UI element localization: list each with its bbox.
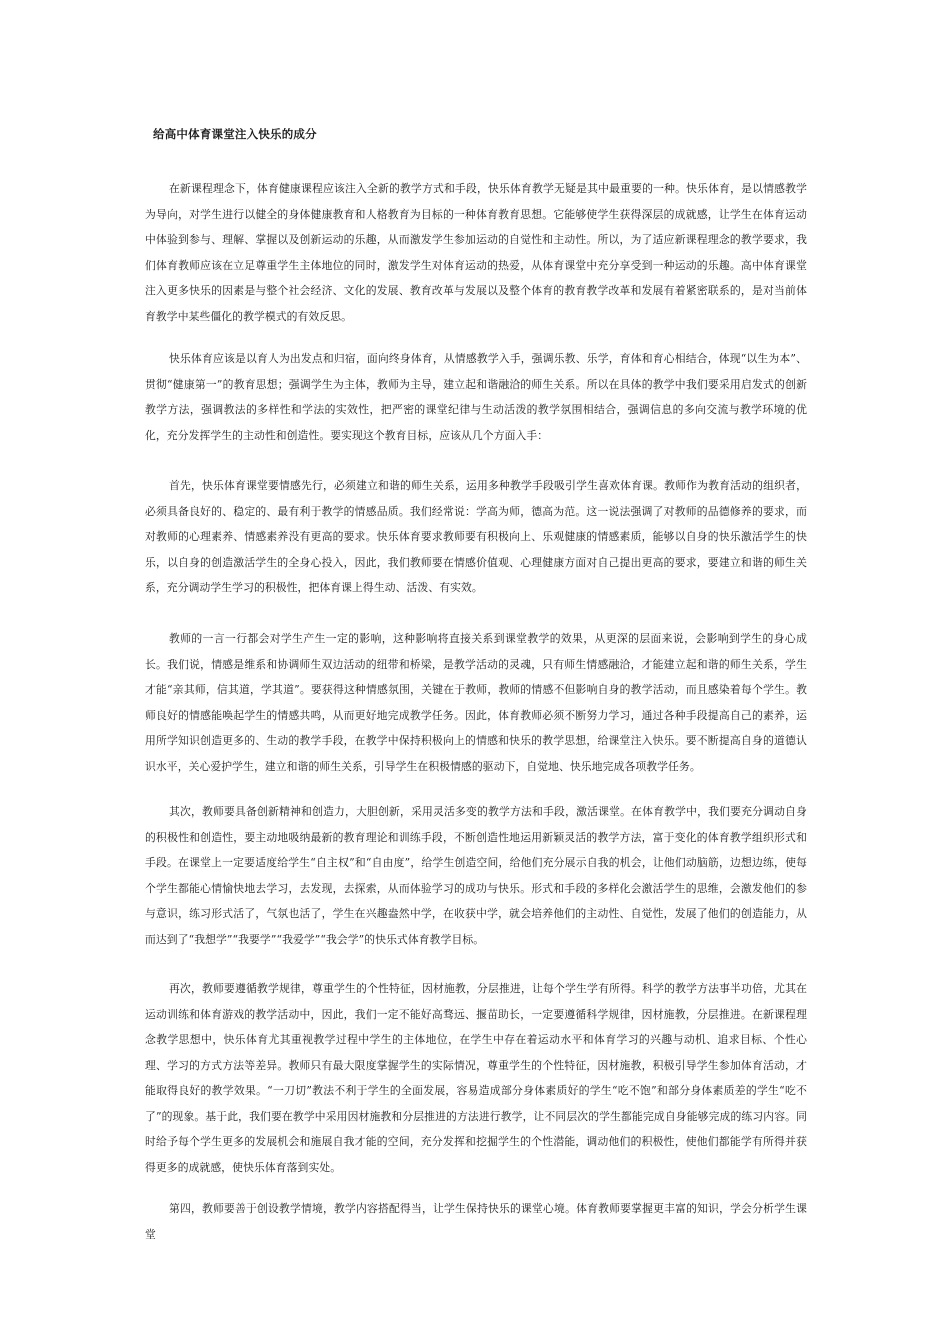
paragraph-6: 再次，教师要遵循教学规律，尊重学生的个性特征，因材施教，分层推进，让每个学生学有所得。科学的教学方法事半功倍，尤其在运动训练和体育游戏的教学活动中，因此，我们一定不能好高骛远、揠苗助长，一定要遵循科学规律，因材施教，分层推进。在新课程理念教学思想中，快乐体育尤其重视教学过程中学生的主体地位，在学生中存在着运动水平和体育学习的兴趣与动机、追求目标、个性心理、学习的方式方法等差异。教师只有最大限度掌握学生的实际情况，尊重学生的个性特征，因材施教，积极引导学生参加体育活动，才能取得良好的教学效果。“一刀切”教法不利于学生的全面发展，容易造成部分身体素质好的学生“吃不饱”和部分身体素质差的学生“吃不了”的现象。基于此，我们要在教学中采用因材施教和分层推进的方法进行教学，让不同层次的学生都能完成自身能够完成的练习内容。同时给予每个学生更多的发展机会和施展自我才能的空间，充分发挥和挖掘学生的个性潜能，调动他们的积极性，使他们都能学有所得并获得更多的成就感，使快乐体育落到实处。 bbox=[145, 982, 807, 1174]
document-title: 给高中体育课堂注入快乐的成分 bbox=[153, 127, 317, 141]
paragraph-7: 第四，教师要善于创设教学情境，教学内容搭配得当，让学生保持快乐的课堂心境。体育教师要掌握更丰富的知识，学会分析学生课堂 bbox=[145, 1202, 807, 1241]
paragraph-1: 在新课程理念下，体育健康课程应该注入全新的教学方式和手段，快乐体育教学无疑是其中最重要的一种。快乐体育，是以情感教学为导向，对学生进行以健全的身体健康教育和人格教育为目标的一种体育教育思想。它能够使学生获得深层的成就感，让学生在体育运动中体验到参与、理解、掌握以及创新运动的乐趣，从而激发学生参加运动的自觉性和主动性。所以，为了适应新课程理念的教学要求，我们体育教师应该在立足尊重学生主体地位的同时，激发学生对体育运动的热爱，从体育课堂中充分享受到一种运动的乐趣。高中体育课堂注入更多快乐的因素是与整个社会经济、文化的发展、教育改革与发展以及整个体育的教育教学改革和发展有着紧密联系的，是对当前体育教学中某些僵化的教学模式的有效反思。 bbox=[145, 182, 807, 323]
paragraph-4: 教师的一言一行都会对学生产生一定的影响，这种影响将直接关系到课堂教学的效果，从更深的层面来说，会影响到学生的身心成长。我们说，情感是维系和协调师生双边活动的纽带和桥梁，是教学活动的灵魂，只有师生情感融洽，才能建立起和谐的师生关系，学生才能“亲其师，信其道，学其道”。要获得这种情感氛围，关键在于教师，教师的情感不但影响自身的教学活动，而且感染着每个学生。教师良好的情感能唤起学生的情感共鸣，从而更好地完成教学任务。因此，体育教师必须不断努力学习，通过各种手段提高自己的素养，运用所学知识创造更多的、生动的教学手段，在教学中保持积极向上的情感和快乐的教学思想，给课堂注入快乐。要不断提高自身的道德认识水平，关心爱护学生，建立和谐的师生关系，引导学生在积极情感的驱动下，自觉地、快乐地完成各项教学任务。 bbox=[145, 632, 807, 773]
paragraph-3: 首先，快乐体育课堂要情感先行，必须建立和谐的师生关系，运用多种教学手段吸引学生喜欢体育课。教师作为教育活动的组织者，必须具备良好的、稳定的、最有利于教学的情感品质。我们经常说：学高为师，德高为范。这一说法强调了对教师的品德修养的要求，而对教师的心理素养、情感素养没有更高的要求。快乐体育要求教师要有积极向上、乐观健康的情感素质，能够以自身的快乐激活学生的快乐，以自身的创造激活学生的全身心投入，因此，我们教师要在情感价值观、心理健康方面对自己提出更高的要求，要建立和谐的师生关系，充分调动学生学习的积极性，把体育课上得生动、活泼、有实效。 bbox=[145, 479, 807, 594]
paragraph-5: 其次，教师要具备创新精神和创造力，大胆创新，采用灵活多变的教学方法和手段，激活课堂。在体育教学中，我们要充分调动自身的积极性和创造性，要主动地吸纳最新的教育理论和训练手段，不断创造性地运用新颖灵活的教学方法，富于变化的体育教学组织形式和手段。在课堂上一定要适度给学生“自主权”和“自由度”，给学生创造空间，给他们充分展示自我的机会，让他们动脑筋，边想边练，使每个学生都能心情愉快地去学习，去发现，去探索，从而体验学习的成功与快乐。形式和手段的多样化会激活学生的思维，会激发他们的参与意识，练习形式活了，气氛也活了，学生在兴趣盎然中学，在收获中学，就会培养他们的主动性、自觉性，发展了他们的创造能力，从而达到了“我想学”“我要学”“我爱学”“我会学”的快乐式体育教学目标。 bbox=[145, 805, 807, 946]
paragraph-2: 快乐体育应该是以育人为出发点和归宿，面向终身体育，从情感教学入手，强调乐教、乐学，育体和育心相结合，体现“以生为本”、贯彻“健康第一”的教育思想；强调学生为主体，教师为主导，建立起和谐融洽的师生关系。所以在具体的教学中我们要采用启发式的创新教学方法，强调教法的多样性和学法的实效性，把严密的课堂纪律与生动活泼的教学氛围相结合，强调信息的多向交流与教学环境的优化，充分发挥学生的主动性和创造性。要实现这个教育目标，应该从几个方面入手： bbox=[145, 352, 807, 442]
